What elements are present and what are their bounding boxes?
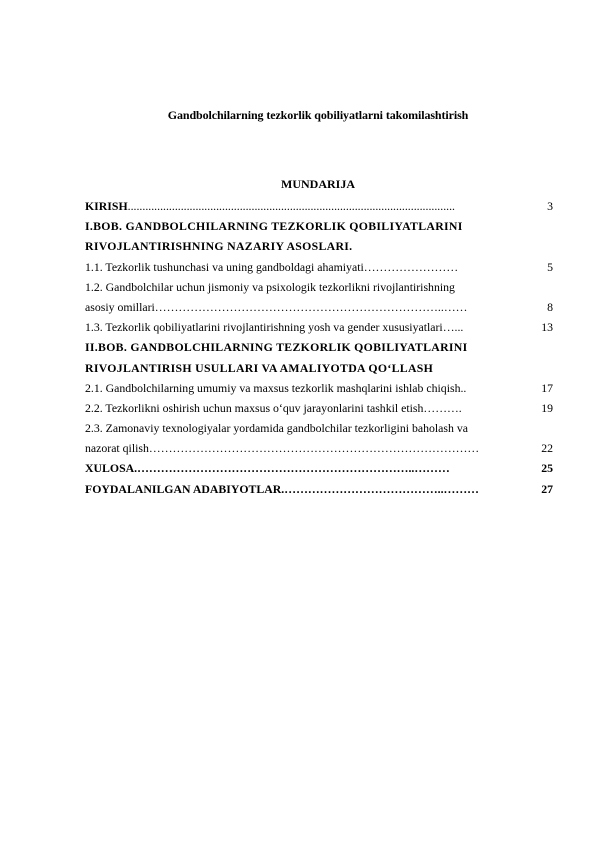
toc-entry-title: 1.1. Tezkorlik tushunchasi va uning gandboldagi ahamiyati bbox=[85, 259, 364, 274]
toc-entry-title: FOYDALANILGAN ADABIYOTLAR. bbox=[85, 481, 285, 496]
toc-chapter-1-line-1[interactable]: I.BOB. GANDBOLCHILARNING TEZKORLIK QOBILIYATLARINI bbox=[85, 219, 463, 234]
toc-entry-title: 2.2. Tezkorlikni oshirish uchun maxsus o‘quv jarayonlarini tashkil etish bbox=[85, 400, 424, 415]
toc-entry-kirish[interactable] bbox=[85, 196, 553, 216]
toc-entry-leader: ………. bbox=[423, 400, 462, 415]
toc-entry-references[interactable] bbox=[85, 479, 553, 499]
toc-entry-1-2-line-1[interactable]: 1.2. Gandbolchilar uchun jismoniy va psixologik tezkorlikni rivojlantirishning bbox=[85, 279, 455, 294]
toc-entry-page: 8 bbox=[547, 299, 553, 314]
toc-entry-leader: …... bbox=[442, 320, 464, 335]
toc-entry-leader: ……………………………………………………………..……… bbox=[137, 461, 450, 476]
toc-entry-title: 1.3. Tezkorlik qobiliyatlarini rivojlantirishning yosh va gender xususiyatlari bbox=[85, 320, 443, 335]
toc-entry-title: nazorat qilish bbox=[85, 441, 149, 456]
toc-entry-page: 3 bbox=[547, 199, 553, 213]
toc-chapter-1-line-2[interactable]: RIVOJLANTIRISHNING NAZARIY ASOSLARI. bbox=[85, 239, 353, 254]
toc-chapter-2-line-1[interactable]: II.BOB. GANDBOLCHILARNING TEZKORLIK QOBILIYATLARINI bbox=[85, 340, 468, 355]
toc-entry-title: KIRISH bbox=[85, 199, 128, 213]
toc-entry-title: asosiy omillari bbox=[85, 299, 155, 314]
toc-heading: MUNDARIJA bbox=[281, 177, 355, 191]
toc-entry-page: 22 bbox=[541, 441, 553, 456]
toc-entry-leader: ………………………………………………………………..…… bbox=[154, 299, 468, 314]
document-title: Gandbolchilarning tezkorlik qobiliyatlarni takomilashtirish bbox=[167, 108, 469, 122]
toc-entry-page: 27 bbox=[541, 481, 553, 496]
table-of-contents bbox=[85, 196, 553, 499]
toc-entry-page: 5 bbox=[547, 259, 553, 274]
toc-entry-1-3[interactable] bbox=[85, 317, 553, 337]
toc-entry-leader: ………………………………………………………………………… bbox=[148, 441, 480, 456]
toc-entry-1-2-line-2[interactable] bbox=[85, 297, 553, 317]
toc-entry-2-2[interactable] bbox=[85, 398, 553, 418]
toc-entry-xulosa[interactable] bbox=[85, 458, 553, 478]
toc-entry-page: 19 bbox=[541, 400, 553, 415]
toc-entry-2-3-line-1[interactable]: 2.3. Zamonaviy texnologiyalar yordamida gandbolchilar tezkorligini baholash va bbox=[85, 421, 468, 436]
toc-entry-page: 25 bbox=[541, 461, 553, 476]
toc-entry-leader: ............................................................................................................... bbox=[127, 199, 455, 213]
toc-entry-page: 13 bbox=[541, 320, 553, 335]
toc-entry-2-1[interactable] bbox=[85, 378, 553, 398]
toc-entry-page: 17 bbox=[541, 380, 553, 395]
toc-chapter-2-line-2[interactable]: RIVOJLANTIRISH USULLARI VA AMALIYOTDA QO‘LLASH bbox=[85, 360, 434, 375]
toc-entry-title: XULOSA. bbox=[85, 461, 138, 476]
toc-entry-2-3-line-2[interactable] bbox=[85, 438, 553, 458]
toc-entry-leader: …………………… bbox=[363, 259, 459, 274]
toc-entry-leader: .. bbox=[460, 380, 467, 395]
toc-entry-leader: …………………………………..……… bbox=[284, 481, 479, 496]
toc-entry-title: 2.1. Gandbolchilarning umumiy va maxsus tezkorlik mashqlarini ishlab chiqish bbox=[85, 380, 461, 395]
toc-entry-1-1[interactable] bbox=[85, 257, 553, 277]
